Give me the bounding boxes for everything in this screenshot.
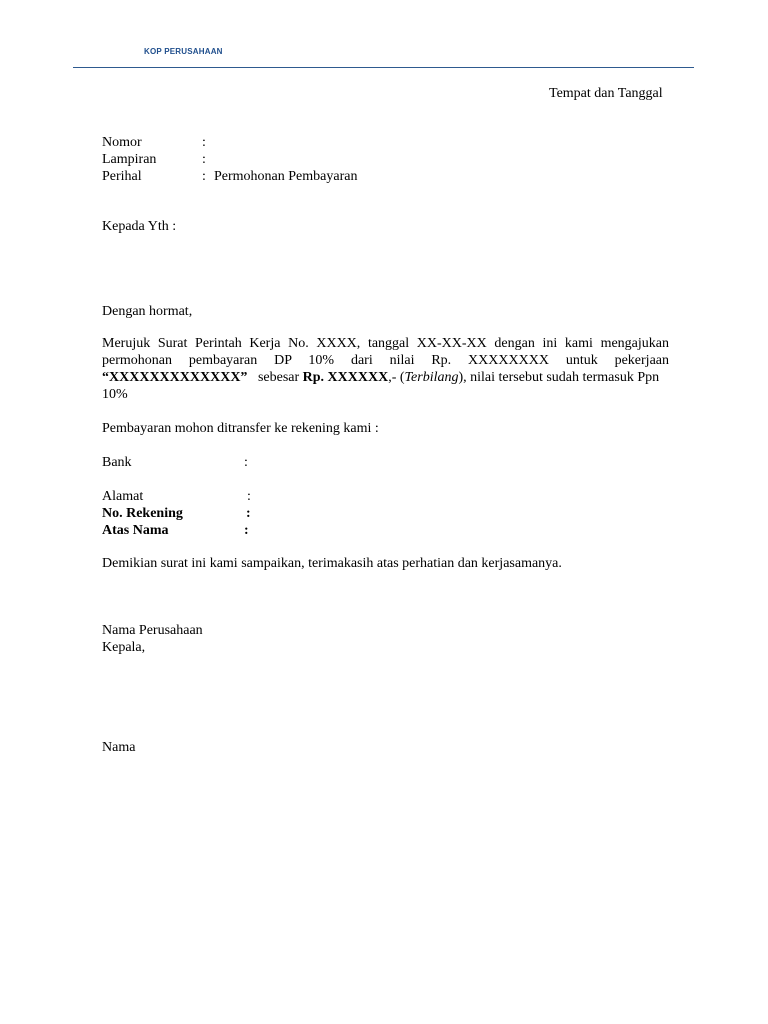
company-letterhead: KOP PERUSAHAAN (144, 47, 223, 56)
terbilang-word: Terbilang (404, 370, 459, 385)
job-name: “XXXXXXXXXXXXX” (102, 370, 248, 385)
atas-nama-colon: : (244, 523, 249, 538)
bank-label: Bank (102, 455, 132, 470)
signature-name: Nama (102, 740, 136, 755)
body-line-3 (102, 369, 669, 386)
amount-suffix: ,- ( (388, 370, 405, 385)
atas-nama-label: Atas Nama (102, 523, 169, 538)
perihal-colon: : (202, 169, 206, 184)
body-line-1: Merujuk Surat Perintah Kerja No. XXXX, tanggal XX-XX-XX dengan ini kami mengajukan (102, 336, 669, 351)
sebesar-word: sebesar (257, 370, 300, 385)
perihal-label: Perihal (102, 169, 142, 184)
lampiran-colon: : (202, 152, 206, 167)
lampiran-label: Lampiran (102, 152, 157, 167)
perihal-value: Permohonan Pembayaran (214, 169, 358, 184)
body-paragraph (102, 335, 669, 403)
closing-sentence: Demikian surat ini kami sampaikan, terimakasih atas perhatian dan kerjasamanya. (102, 556, 562, 571)
header-divider (73, 67, 694, 68)
nomor-label: Nomor (102, 135, 142, 150)
signature-position: Kepala, (102, 640, 146, 655)
bank-colon: : (244, 455, 248, 470)
nomor-colon: : (202, 135, 206, 150)
recipient-line: Kepada Yth : (102, 219, 177, 234)
amount-value: Rp. XXXXXX (302, 370, 389, 385)
body-line-4: 10% (102, 387, 128, 402)
rekening-colon: : (246, 506, 251, 521)
body-line-3-rest: ), nilai tersebut sudah termasuk Ppn (458, 370, 660, 385)
transfer-intro: Pembayaran mohon ditransfer ke rekening kami : (102, 421, 379, 436)
rekening-label: No. Rekening (102, 506, 183, 521)
salutation: Dengan hormat, (102, 304, 193, 319)
place-and-date: Tempat dan Tanggal (549, 86, 663, 101)
body-line-2: permohonan pembayaran DP 10% dari nilai Rp. XXXXXXXX untuk pekerjaan (102, 353, 669, 368)
signature-company: Nama Perusahaan (102, 623, 203, 638)
alamat-colon: : (247, 489, 251, 504)
alamat-label: Alamat (102, 489, 144, 504)
